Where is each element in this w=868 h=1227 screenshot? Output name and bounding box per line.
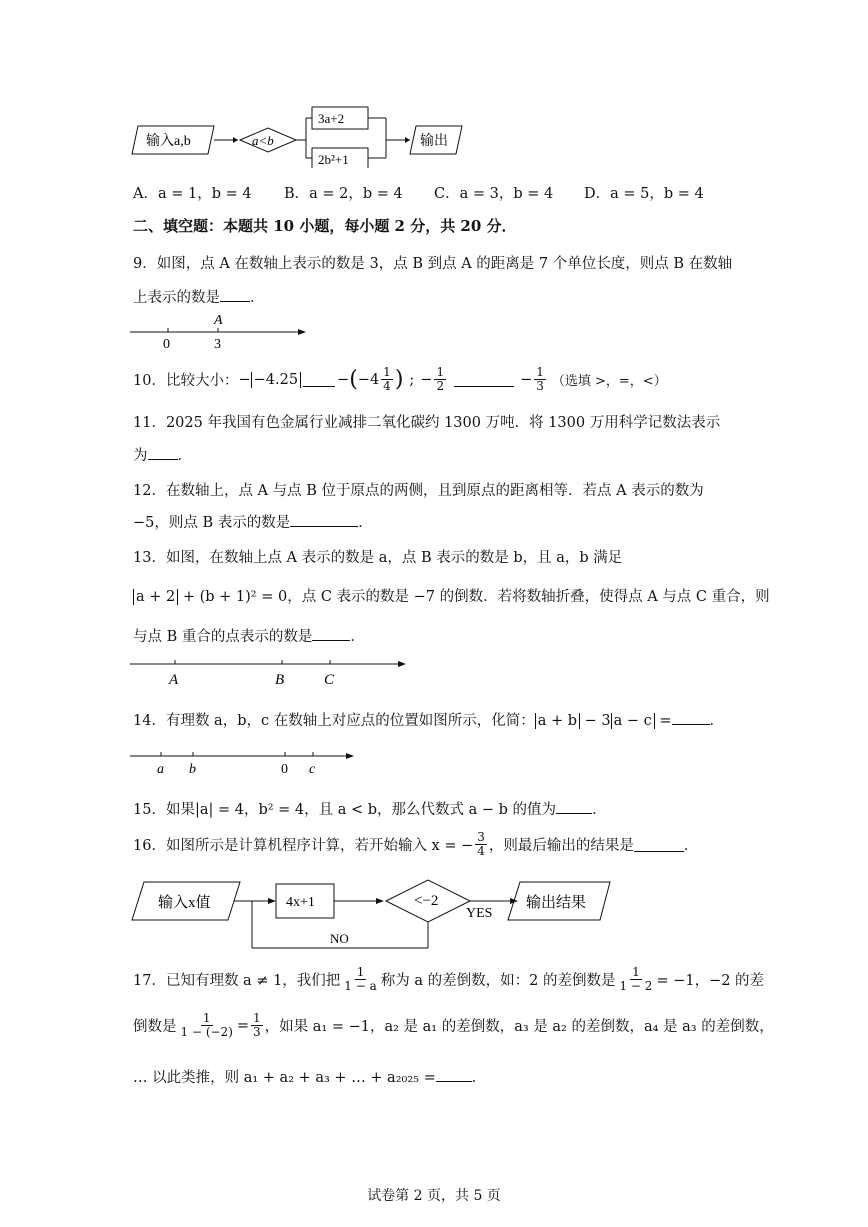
q14-number-line bbox=[128, 748, 363, 778]
q8-option-c: C．a = 3，b = 4 bbox=[434, 186, 554, 202]
q9-line2-text: 上表示的数是 bbox=[133, 290, 220, 306]
q8-flow-input: 输入a,b bbox=[146, 134, 191, 149]
q13-label-c: C bbox=[324, 672, 335, 688]
q10-blank-1[interactable] bbox=[303, 372, 335, 387]
q12-line2: −5，则点 B 表示的数是 ． bbox=[133, 511, 373, 532]
q13-line2 bbox=[133, 585, 770, 606]
q14-label-0: 0 bbox=[281, 762, 288, 777]
q17-line2-b: ，如果 a₁ = −1，a₂ 是 a₁ 的差倒数，a₃ 是 a₂ 的差倒数，a₄ 是 a₃ 的差倒数， bbox=[264, 1019, 774, 1035]
q8-flow-bottom: 2b²+1 bbox=[318, 152, 349, 167]
q14-answer-blank[interactable] bbox=[672, 710, 710, 725]
q11-line1: 11．2025 年我国有色金属行业减排二氧化碳约 1300 万吨．将 1300 万用科学记数法表示 bbox=[133, 415, 721, 431]
q14-line1: 14．有理数 a，b，c 在数轴上对应点的位置如图所示，化简： a + b − 3 a − c = ． bbox=[133, 709, 724, 730]
q13-label-a: A bbox=[169, 672, 179, 688]
q17-line1-b: 称为 a 的差倒数，如：2 的差倒数是 bbox=[380, 973, 616, 989]
section-heading: 二、填空题：本题共 10 小题，每小题 2 分，共 20 分． bbox=[133, 217, 517, 235]
q14-expression: a + b − 3 a − c = bbox=[535, 713, 672, 729]
page-footer: 试卷第 2 页，共 5 页 bbox=[367, 1188, 501, 1204]
q17-line1: 17．已知有理数 a ≠ 1，我们把 $\frac{1}{1 - a}$ 称为 a 的差倒数，如：2 的差倒数是 $\frac{1}{1 - 2}$ = −1，−2 的差 bbox=[133, 965, 765, 993]
q14-label-b: b bbox=[189, 762, 196, 777]
q8-flow-output: 输出 bbox=[420, 134, 448, 149]
q17-line2-a: 倒数是 bbox=[133, 1019, 177, 1035]
q16-line1-post: ，则最后输出的结果是 bbox=[488, 838, 634, 854]
q8-option-d: D．a = 5，b = 4 bbox=[584, 186, 704, 202]
q11-line2: 为 ． bbox=[133, 444, 192, 465]
q9-tick-3: 3 bbox=[214, 337, 221, 350]
q10-expr-4: − $\frac{1}{3}$ bbox=[520, 365, 544, 393]
q12-line2-text: −5，则点 B 表示的数是 bbox=[133, 515, 291, 531]
q10-blank-2[interactable] bbox=[454, 372, 514, 387]
q17-line1-a: 17．已知有理数 a ≠ 1，我们把 bbox=[133, 973, 341, 989]
q8-option-a: A．a = 1，b = 4 bbox=[133, 186, 252, 202]
q9-tick-0: 0 bbox=[163, 337, 170, 350]
q13-line2-text: ，点 C 表示的数是 −7 的倒数．若将数轴折叠，使得点 A 与点 C 重合，则 bbox=[287, 589, 770, 605]
q10-expr-left: − −4.25 bbox=[238, 372, 301, 388]
q10-suffix: （选填 >，=，<） bbox=[551, 374, 667, 389]
q13-answer-blank[interactable] bbox=[312, 626, 350, 641]
q17-answer-blank[interactable] bbox=[436, 1067, 472, 1082]
q8-option-b: B．a = 2，b = 4 bbox=[284, 186, 403, 202]
q16-flow-op: 4x+1 bbox=[286, 895, 315, 910]
q16-flow-cond: <−2 bbox=[414, 893, 439, 909]
q12-line1: 12．在数轴上，点 A 与点 B 位于原点的两侧，且到原点的距离相等．若点 A 表示的数为 bbox=[133, 483, 704, 499]
q17-line3: … 以此类推，则 a₁ + a₂ + a₃ + … + a₂₀₂₅ = ． bbox=[133, 1066, 486, 1087]
q10-expr-right: − ( −4 $\frac{1}{4}$ ) bbox=[337, 365, 404, 393]
q16-flow-output: 输出结果 bbox=[526, 895, 587, 911]
q16-line1: 16．如图所示是计算机程序计算，若开始输入 x = − $\frac{3}{4}$ ，则最后输出的结果是 ． bbox=[133, 830, 699, 858]
q12-answer-blank[interactable] bbox=[290, 512, 358, 527]
q14-label-a: a bbox=[157, 762, 164, 777]
q10-prefix: 10．比较大小： bbox=[133, 373, 239, 389]
q9-label-a: A bbox=[214, 313, 223, 328]
q14-label-c: c bbox=[309, 762, 316, 777]
q15-text: 15．如果|a| = 4，b² = 4，且 a < b，那么代数式 a − b 的值为 bbox=[133, 802, 557, 818]
q10-line: 10．比较大小： − −4.25 − ( −4 $\frac{1}{4}$ ) ; − $\frac{1}{2}$ − $\frac{1}{3}$ （选填 >，=，<） bbox=[133, 365, 667, 393]
q9-answer-blank[interactable] bbox=[220, 287, 250, 302]
q15-line: 15．如果|a| = 4，b² = 4，且 a < b，那么代数式 a − b 的值为 ． bbox=[133, 798, 607, 819]
q16-flow-input: 输入x值 bbox=[158, 895, 211, 911]
q17-line3-text: … 以此类推，则 a₁ + a₂ + a₃ + … + a₂₀₂₅ = bbox=[133, 1070, 436, 1086]
q13-line3: 与点 B 重合的点表示的数是 ． bbox=[133, 625, 365, 646]
q16-flowchart bbox=[128, 872, 618, 952]
q13-equation: a + 2 + (b + 1)² = 0 bbox=[133, 589, 287, 605]
q17-line2: 倒数是 $\frac{1}{1 - (-2)}$ = $\frac{1}{3}$ ，如果 a₁ = −1，a₂ 是 a₁ 的差倒数，a₃ 是 a₂ 的差倒数，a₄ 是 a₃ 的差倒数， bbox=[133, 1011, 774, 1039]
q9-line2: 上表示的数是 ． bbox=[133, 286, 265, 307]
q15-answer-blank[interactable] bbox=[556, 799, 592, 814]
q8-flow-top: 3a+2 bbox=[318, 111, 345, 126]
q9-number-line bbox=[128, 310, 318, 350]
q16-flow-yes: YES bbox=[466, 906, 493, 921]
q16-flow-no: NO bbox=[330, 931, 349, 946]
q13-label-b: B bbox=[275, 672, 285, 688]
q14-line1-text: 14．有理数 a，b，c 在数轴上对应点的位置如图所示，化简： bbox=[133, 713, 535, 729]
q13-line3-text: 与点 B 重合的点表示的数是 bbox=[133, 629, 313, 645]
q8-flow-cond: a<b bbox=[252, 133, 274, 148]
q11-line2-text: 为 bbox=[133, 448, 148, 464]
q8-flowchart bbox=[128, 104, 468, 168]
q13-line1: 13．如图，在数轴上点 A 表示的数是 a，点 B 表示的数是 b，且 a，b 满足 bbox=[133, 550, 623, 566]
q16-answer-blank[interactable] bbox=[634, 837, 684, 852]
q11-answer-blank[interactable] bbox=[148, 445, 178, 460]
q10-expr-3: − $\frac{1}{2}$ bbox=[420, 365, 445, 393]
q13-number-line bbox=[128, 652, 418, 692]
q16-line1-pre: 16．如图所示是计算机程序计算，若开始输入 x = − bbox=[133, 838, 474, 854]
q17-line1-c: = −1，−2 的差 bbox=[656, 973, 765, 989]
q9-line1: 9．如图，点 A 在数轴上表示的数是 3，点 B 到点 A 的距离是 7 个单位长度，则点 B 在数轴 bbox=[133, 256, 733, 272]
